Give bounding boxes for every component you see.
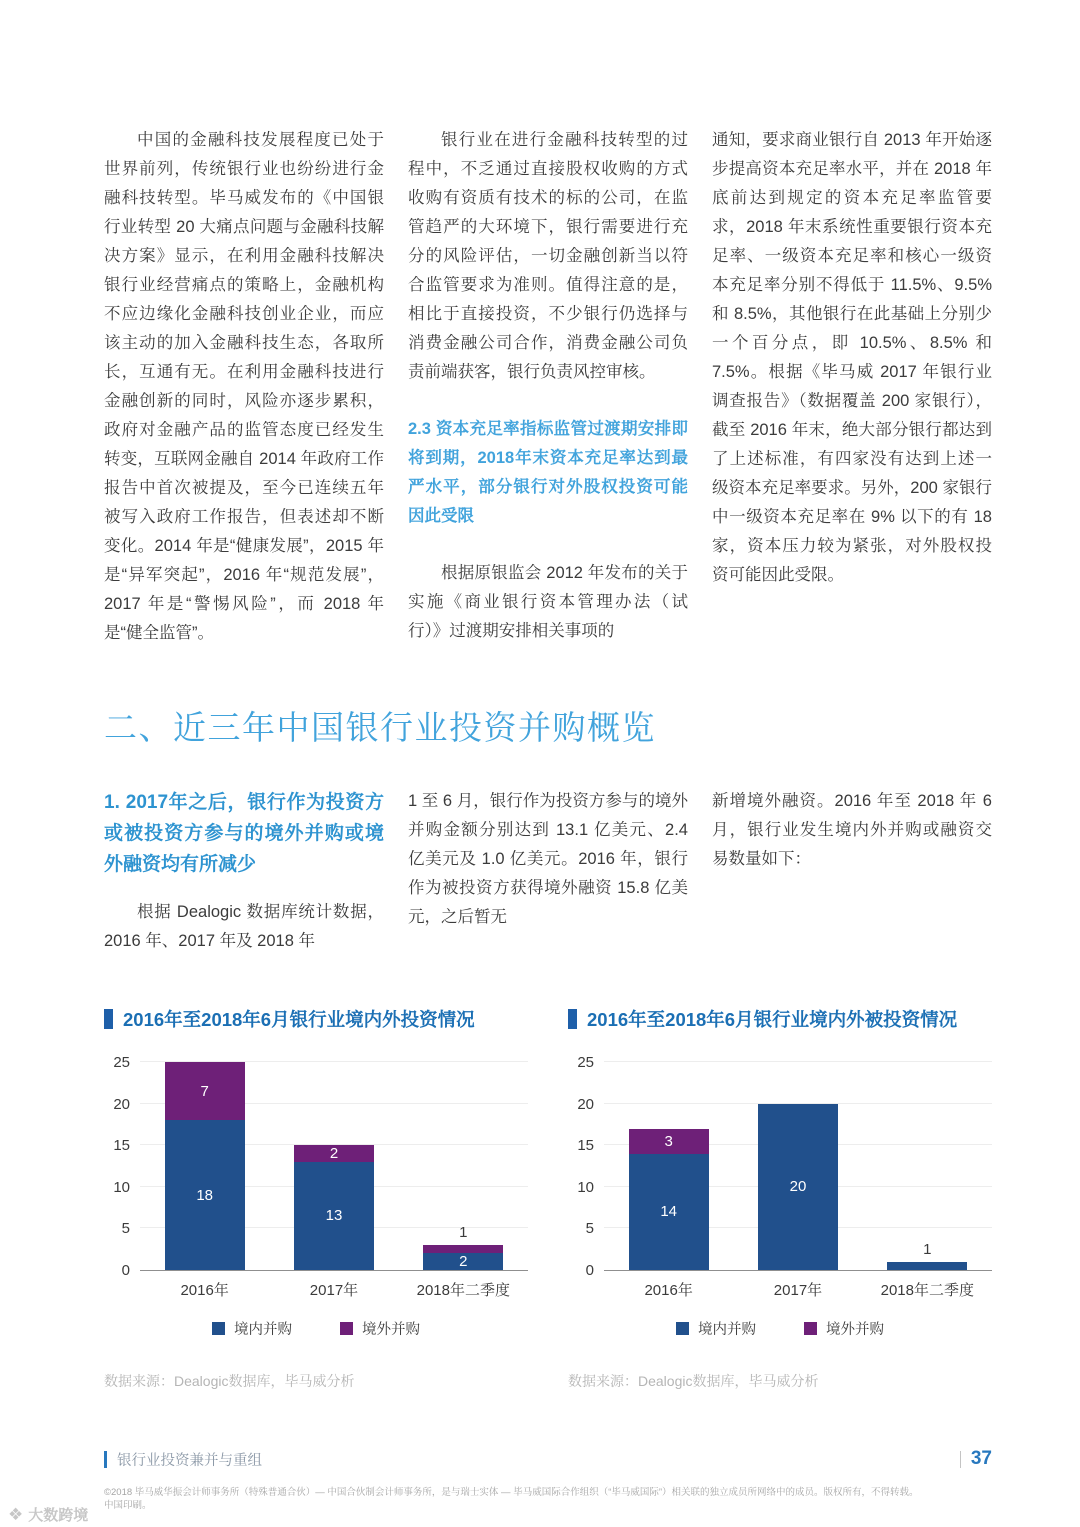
chart-title: 2016年至2018年6月银行业境内外被投资情况 [587, 1009, 958, 1030]
watermark-label: 大数跨境 [28, 1507, 89, 1524]
subsection-column-3 [712, 787, 992, 956]
chart-source: 数据来源：Dealogic数据库，毕马威分析 [104, 1373, 355, 1389]
x-tick-label: 2017年 [309, 1282, 359, 1299]
bar-segment [165, 1120, 245, 1270]
chart-plot-area [568, 1054, 992, 1279]
y-tick-label: 0 [585, 1262, 594, 1279]
subsection-column-1 [104, 787, 384, 956]
y-tick-label: 25 [113, 1054, 130, 1071]
y-tick-label: 15 [113, 1137, 130, 1155]
subsection-paragraph: 新增境外融资。2016 年至 2018 年 6 月，银行业发生境内外并购或融资交易数量如下： [712, 792, 992, 868]
chart-title: 2016年至2018年6月银行业境内外投资情况 [123, 1009, 475, 1030]
copyright-line-2: 中国印刷。 [104, 1500, 152, 1511]
y-tick-label: 5 [121, 1220, 130, 1238]
y-tick-label: 10 [113, 1178, 130, 1196]
section-title: 二、近三年中国银行业投资并购概览 [104, 709, 656, 746]
bar-stack [294, 1145, 374, 1270]
bar-segment [887, 1262, 967, 1270]
bar-value-label: 18 [196, 1186, 213, 1204]
x-tick-label: 2016年 [644, 1282, 693, 1299]
bar-column [733, 1062, 862, 1270]
bar-value-label: 14 [660, 1203, 677, 1221]
watermark [8, 1504, 88, 1525]
intro-column-2 [408, 126, 688, 648]
legend-label: 境内并购 [234, 1322, 292, 1338]
chart-source: 数据来源：Dealogic数据库，毕马威分析 [568, 1373, 819, 1389]
y-tick-label: 15 [577, 1137, 594, 1155]
subsection-1-heading: 1. 2017年之后，银行作为投资方或被投资方参与的境外并购或境外融资均有所减少 [104, 792, 384, 875]
bar-segment [423, 1245, 503, 1253]
bar-stack [758, 1104, 838, 1270]
bar-value-label: 2 [329, 1145, 339, 1163]
y-tick-label: 5 [585, 1220, 594, 1238]
intro-paragraph: 中国的金融科技发展程度已处于世界前列，传统银行业也纷纷进行金融科技转型。毕马威发布的《中国银行业转型 20 大痛点问题与金融科技解决方案》显示，在利用金融科技解决银行业经营痛点的策略上，金融机构不应边缘化金融科技创业企业，而应该主动的加入金融科技生态，各取所长，互通有无。在利用金融科技进行金融创新的同时，风险亦逐步累积，政府对金融产品的监管态度已经发生转变，互联网金融自 2014 年政府工作报告中首次被提及，至今已连续五年被写入政府工作报告，但表述却不断变化。2014 年是“健康发展”，2015 年是“异军突起”，2016 年“规范发展”，2017 年是“警惕风险”，而 2018 年是“健全监管”。 [104, 131, 384, 642]
legend-item [676, 1318, 756, 1339]
bar-value-label: 13 [325, 1207, 343, 1225]
bar-value-label: 2 [459, 1253, 468, 1271]
chart-title-row [104, 1006, 528, 1032]
bar-stack [887, 1240, 967, 1270]
chart-title-bullet-icon [568, 1009, 577, 1029]
intro-paragraph: 银行业在进行金融科技转型的过程中，不乏通过直接股权收购的方式收购有资质有技术的标的公司，在监管趋严的大环境下，银行需要进行充分的风险评估，一切金融创新当以符合监管要求为准则。值得注意的是，相比于直接投资，不少银行仍选择与消费金融公司合作，消费金融公司负责前端获客，银行负责风控审核。 [408, 131, 688, 381]
bar-stack [165, 1062, 245, 1270]
bar-value-label: 20 [789, 1178, 807, 1196]
footer-right [960, 1448, 992, 1470]
page-number: 37 [970, 1448, 992, 1469]
chart-title-bullet-icon [104, 1009, 113, 1029]
y-tick-label: 20 [113, 1095, 130, 1113]
bar-segment [758, 1104, 838, 1270]
chart-legend [104, 1318, 528, 1339]
charts-row [104, 1006, 992, 1391]
x-tick-label: 2017年 [773, 1282, 823, 1299]
legend-item [340, 1318, 420, 1339]
legend-swatch [804, 1322, 817, 1335]
bar-column [140, 1062, 269, 1270]
legend-item [804, 1318, 884, 1339]
legend-label: 境内并购 [698, 1322, 756, 1338]
bar-segment [629, 1154, 709, 1270]
intro-column-1 [104, 126, 384, 648]
x-tick-label: 2016年 [180, 1282, 229, 1299]
chart-panel [568, 1006, 992, 1391]
subsection-columns [104, 787, 992, 956]
y-tick-label: 0 [121, 1262, 130, 1279]
page-footer [104, 1448, 992, 1470]
y-tick-label: 20 [577, 1095, 594, 1113]
chart-panel [104, 1006, 528, 1391]
legend-swatch [212, 1322, 225, 1335]
page-number-divider [960, 1451, 961, 1468]
footer-accent-bar [104, 1451, 107, 1468]
bar-column [863, 1062, 992, 1270]
subsection-paragraph: 根据 Dealogic 数据库统计数据，2016 年、2017 年及 2018 年 [104, 903, 384, 950]
subsection-paragraph: 1 至 6 月，银行作为投资方参与的境外并购金额分别达到 13.1 亿美元、2.4 亿美元及 1.0 亿美元。2016 年，银行作为被投资方获得境外融资 15.8 亿美元，之后暂无 [408, 792, 688, 926]
x-axis-labels [604, 1279, 992, 1300]
bar-segment [294, 1162, 374, 1270]
legend-label: 境外并购 [362, 1322, 420, 1338]
bar-value-label: 1 [459, 1224, 468, 1242]
y-tick-label: 10 [577, 1178, 594, 1196]
y-axis [104, 1054, 140, 1279]
bar-stack [423, 1224, 503, 1271]
copyright-line-1: ©2018 毕马威华振会计师事务所（特殊普通合伙）— 中国合伙制会计师事务所，是与瑞士实体 — 毕马威国际合作组织（“毕马威国际”）相关联的独立成员所网络中的成员。版权所有，不得转载。 [104, 1487, 919, 1498]
subsection-2-3-heading: 2.3 资本充足率指标监管过渡期安排即将到期，2018年末资本充足率达到最严水平，部分银行对外股权投资可能因此受限 [408, 420, 688, 525]
bar-value-label: 3 [664, 1132, 673, 1150]
plot [604, 1062, 992, 1271]
bar-column [604, 1062, 733, 1270]
plot [140, 1062, 528, 1271]
copyright-notice [104, 1486, 992, 1512]
bar-stack [629, 1129, 709, 1270]
legend-label: 境外并购 [826, 1322, 884, 1338]
x-axis-labels [140, 1279, 528, 1300]
bar-value-label: 1 [923, 1240, 932, 1258]
bar-column [399, 1062, 528, 1270]
bar-segment [165, 1062, 245, 1120]
x-tick-label: 2018年二季度 [416, 1282, 510, 1299]
legend-swatch [340, 1322, 353, 1335]
bar-segment [294, 1145, 374, 1162]
intro-paragraph: 通知，要求商业银行自 2013 年开始逐步提高资本充足率水平，并在 2018 年底前达到规定的资本充足率监管要求，2018 年末系统性重要银行资本充足率、一级资本充足率和核心一级资本充足率分别不得低于 11.5%、9.5% 和 8.5%，其他银行在此基础上分别少一个百分点，即 10.5%、8.5% 和 7.5%。根据《毕马威 2017 年银行业调查报告》（数据覆盖 200 家银行），截至 2016 年末，绝大部分银行都达到了上述标准，有四家没有达到上述一级资本充足率要求。另外，200 家银行中一级资本充足率在 9% 以下的有 18 家，资本压力较为紧张，对外股权投资可能因此受限。 [712, 131, 992, 584]
intro-columns [104, 126, 992, 648]
y-axis [568, 1054, 604, 1279]
bar-column [269, 1062, 398, 1270]
chart-title-row [568, 1006, 992, 1032]
chart-plot-area [104, 1054, 528, 1279]
intro-column-3 [712, 126, 992, 648]
bar-value-label: 7 [200, 1082, 209, 1100]
footer-left [104, 1449, 262, 1470]
x-tick-label: 2018年二季度 [880, 1282, 974, 1299]
bar-segment [423, 1253, 503, 1270]
y-tick-label: 25 [577, 1054, 594, 1071]
legend-swatch [676, 1322, 689, 1335]
watermark-logo-icon: ❖ [8, 1505, 24, 1524]
intro-paragraph: 根据原银监会 2012 年发布的关于实施《商业银行资本管理办法（试行）》过渡期安排相关事项的 [408, 564, 688, 640]
subsection-column-2 [408, 787, 688, 956]
legend-item [212, 1318, 292, 1339]
chart-legend [568, 1318, 992, 1339]
bar-segment [629, 1129, 709, 1154]
footer-section-label: 银行业投资兼并与重组 [117, 1452, 262, 1469]
